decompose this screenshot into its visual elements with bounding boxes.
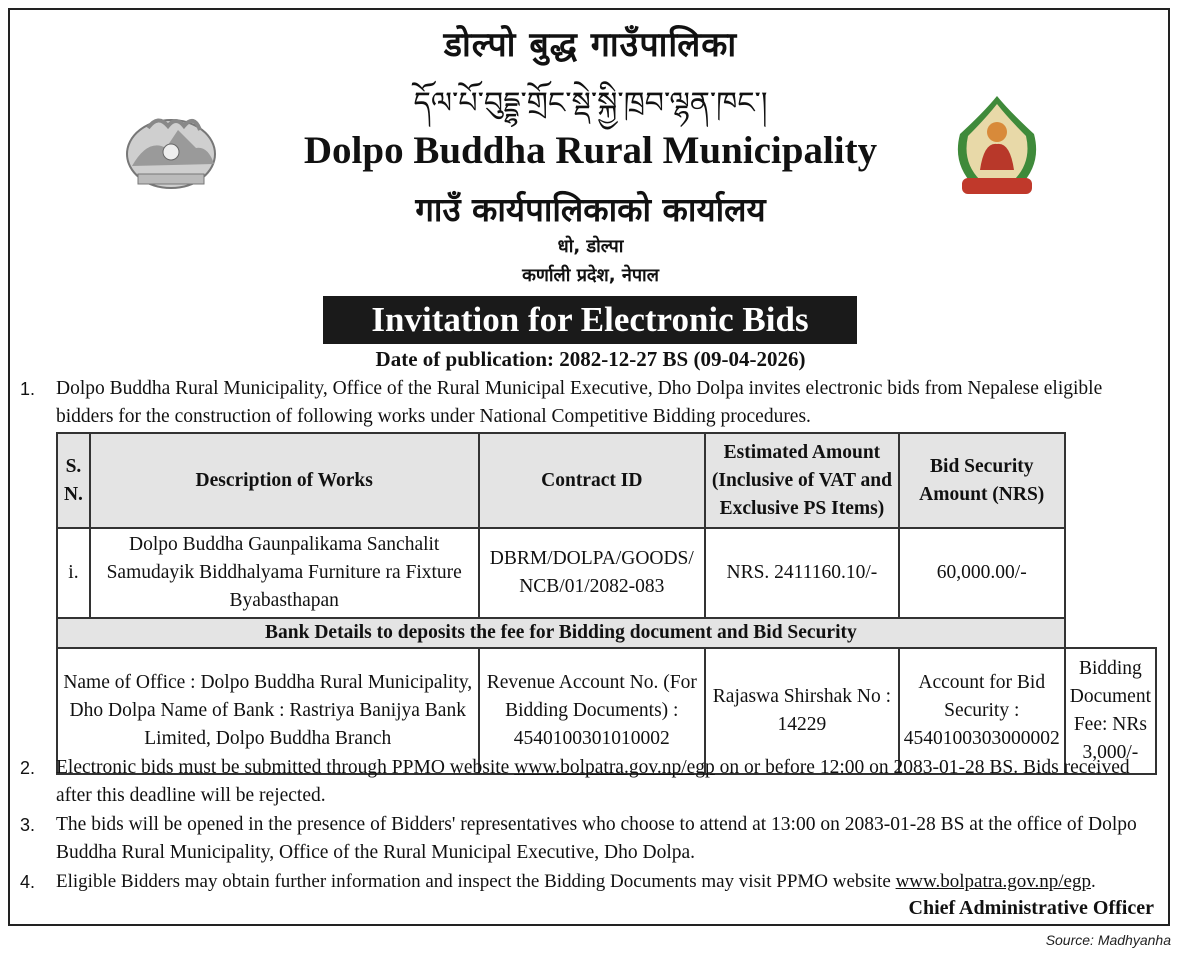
municipality-name-english: Dolpo Buddha Rural Municipality	[303, 129, 878, 172]
header-bid-security: Bid Security Amount (NRS)	[899, 433, 1065, 528]
bank-document-fee: Bidding Document Fee: NRs 3,000/-	[1065, 648, 1156, 774]
row-description: Dolpo Buddha Gaunpalikama Sanchalit Samudayik Biddhalyama Furniture ra Fixture Byabasthapan	[90, 528, 479, 618]
bank-rajaswa: Rajaswa Shirshak No : 14229	[705, 648, 899, 774]
paragraph-number: 3.	[20, 815, 36, 835]
notice-title: Invitation for Electronic Bids	[323, 296, 857, 344]
bank-office-info: Name of Office : Dolpo Buddha Rural Municipality, Dho Dolpa Name of Bank : Rastriya Banijya Bank Limited, Dolpo Buddha Branch	[57, 648, 479, 774]
paragraph-number: 4.	[20, 872, 36, 892]
header-sn: S. N.	[57, 433, 90, 528]
paragraph-2	[20, 754, 1160, 810]
bank-heading-row	[57, 618, 1156, 648]
bolpatra-link[interactable]: www.bolpatra.gov.np/egp	[895, 871, 1091, 892]
row-bid-security: 60,000.00/-	[899, 528, 1065, 618]
bank-revenue-account: Revenue Account No. (For Bidding Documents) : 4540100301010002	[479, 648, 706, 774]
paragraph-text-part: on or before 12:00 on 2083-01-28 BS. Bids received after this deadline will be rejected.	[56, 757, 1130, 806]
bolpatra-link[interactable]: www.bolpatra.gov.np/egp	[514, 757, 715, 778]
paragraph-number: 1.	[20, 379, 36, 399]
header-description: Description of Works	[90, 433, 479, 528]
table-row	[57, 528, 1156, 618]
header-estimated-amount: Estimated Amount (Inclusive of VAT and Exclusive PS Items)	[705, 433, 899, 528]
row-contract-id: DBRM/DOLPA/GOODS/ NCB/01/2082-083	[479, 528, 706, 618]
paragraph-text-part: Electronic bids must be submitted through PPMO website	[56, 757, 515, 778]
bank-heading: Bank Details to deposits the fee for Bidding document and Bid Security	[57, 618, 1065, 648]
paragraph-text	[56, 754, 1160, 810]
paragraph-text: The bids will be opened in the presence of Bidders' representatives who choose to attend at 13:00 on 2083-01-28 BS at the office of Dolpo Buddha Rural Municipality, Office of the Rural Municipal Executive, Dho Dolpa.	[56, 814, 1137, 863]
row-estimated-amount: NRS. 2411160.10/-	[705, 528, 899, 618]
signatory-title: Chief Administrative Officer	[908, 897, 1154, 919]
paragraph-4	[20, 868, 1160, 896]
publication-date: Date of publication: 2082-12-27 BS (09-04-2026)	[375, 347, 806, 371]
paragraph-text-part: Eligible Bidders may obtain further information and inspect the Bidding Documents may visit PPMO website	[56, 871, 896, 892]
bank-security-account: Account for Bid Security : 4540100303000002	[899, 648, 1065, 774]
address-line-1: धो, डोल्पा	[557, 236, 624, 257]
municipality-name-nepali: डोल्पो बुद्ध गाउँपालिका	[443, 25, 738, 65]
row-sn: i.	[57, 528, 90, 618]
address-line-2: कर्णाली प्रदेश, नेपाल	[522, 265, 659, 286]
paragraph-text-part: .	[1091, 871, 1096, 892]
bids-table	[56, 432, 1157, 775]
paragraph-text: Dolpo Buddha Rural Municipality, Office of the Rural Municipal Executive, Dho Dolpa invites electronic bids from Nepalese eligible bidders for the construction of following works under National Competitive Bidding procedures.	[56, 378, 1103, 427]
municipality-name-tibetan: དོལ་པོ་བུདྡྷ་གྲོང་སྡེ་སྐྱི་ཁྲབ་ལྷན་ཁང་།	[413, 86, 768, 121]
paragraph-text	[56, 868, 1160, 896]
header-contract-id: Contract ID	[479, 433, 706, 528]
office-name-nepali: गाउँ कार्यपालिकाको कार्यालय	[415, 190, 766, 229]
paragraph-number: 2.	[20, 758, 36, 778]
table-header-row	[57, 433, 1156, 528]
paragraph-3	[20, 811, 1160, 867]
paragraph-1	[20, 375, 1160, 431]
source-credit: Source: Madhyanha	[1045, 932, 1171, 948]
